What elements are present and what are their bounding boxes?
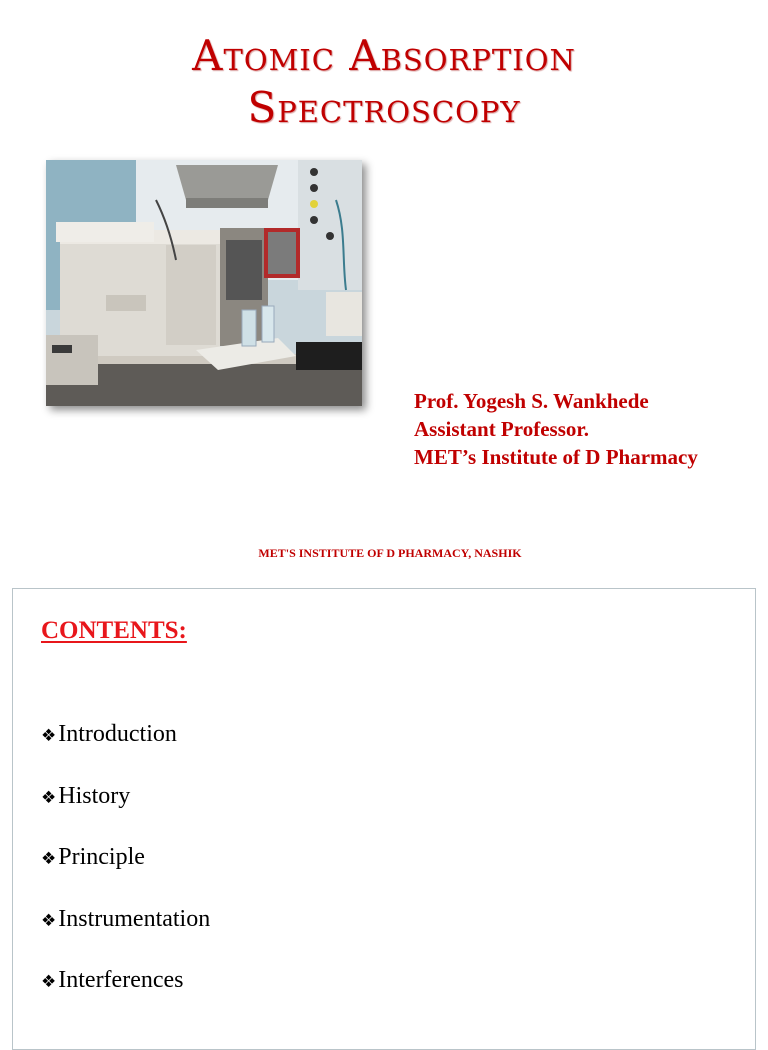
diamond-bullet-icon: ❖ [41, 787, 57, 808]
list-item-label: Introduction [58, 721, 177, 747]
author-name: Prof. Yogesh S. Wankhede [414, 389, 649, 413]
contents-slide [12, 588, 756, 1050]
list-item-label: Principle [58, 844, 145, 870]
title-line-2: Spectroscopy [247, 83, 521, 132]
contents-list [41, 719, 210, 1027]
contents-heading: CONTENTS: [41, 617, 187, 644]
list-item [41, 842, 210, 904]
list-item [41, 904, 210, 966]
diamond-bullet-icon: ❖ [41, 910, 57, 931]
author-position: Assistant Professor. [414, 417, 590, 441]
list-item [41, 781, 210, 843]
diamond-bullet-icon: ❖ [41, 726, 57, 746]
slide-title [0, 30, 768, 134]
list-item-label: Interferences [58, 967, 184, 993]
spectrometer-photo [46, 160, 362, 406]
diamond-bullet-icon: ❖ [41, 972, 57, 992]
title-line-1: Atomic Absorption [192, 31, 576, 80]
author-block [414, 387, 698, 471]
list-item-label: History [58, 782, 131, 809]
list-item [41, 965, 210, 1027]
author-institution: MET’s Institute of D Pharmacy [414, 445, 698, 469]
diamond-bullet-icon: ❖ [41, 849, 57, 869]
list-item-label: Instrumentation [58, 905, 211, 932]
list-item [41, 719, 210, 781]
slide-footer: MET'S INSTITUTE OF D PHARMACY, NASHIK [258, 546, 522, 560]
